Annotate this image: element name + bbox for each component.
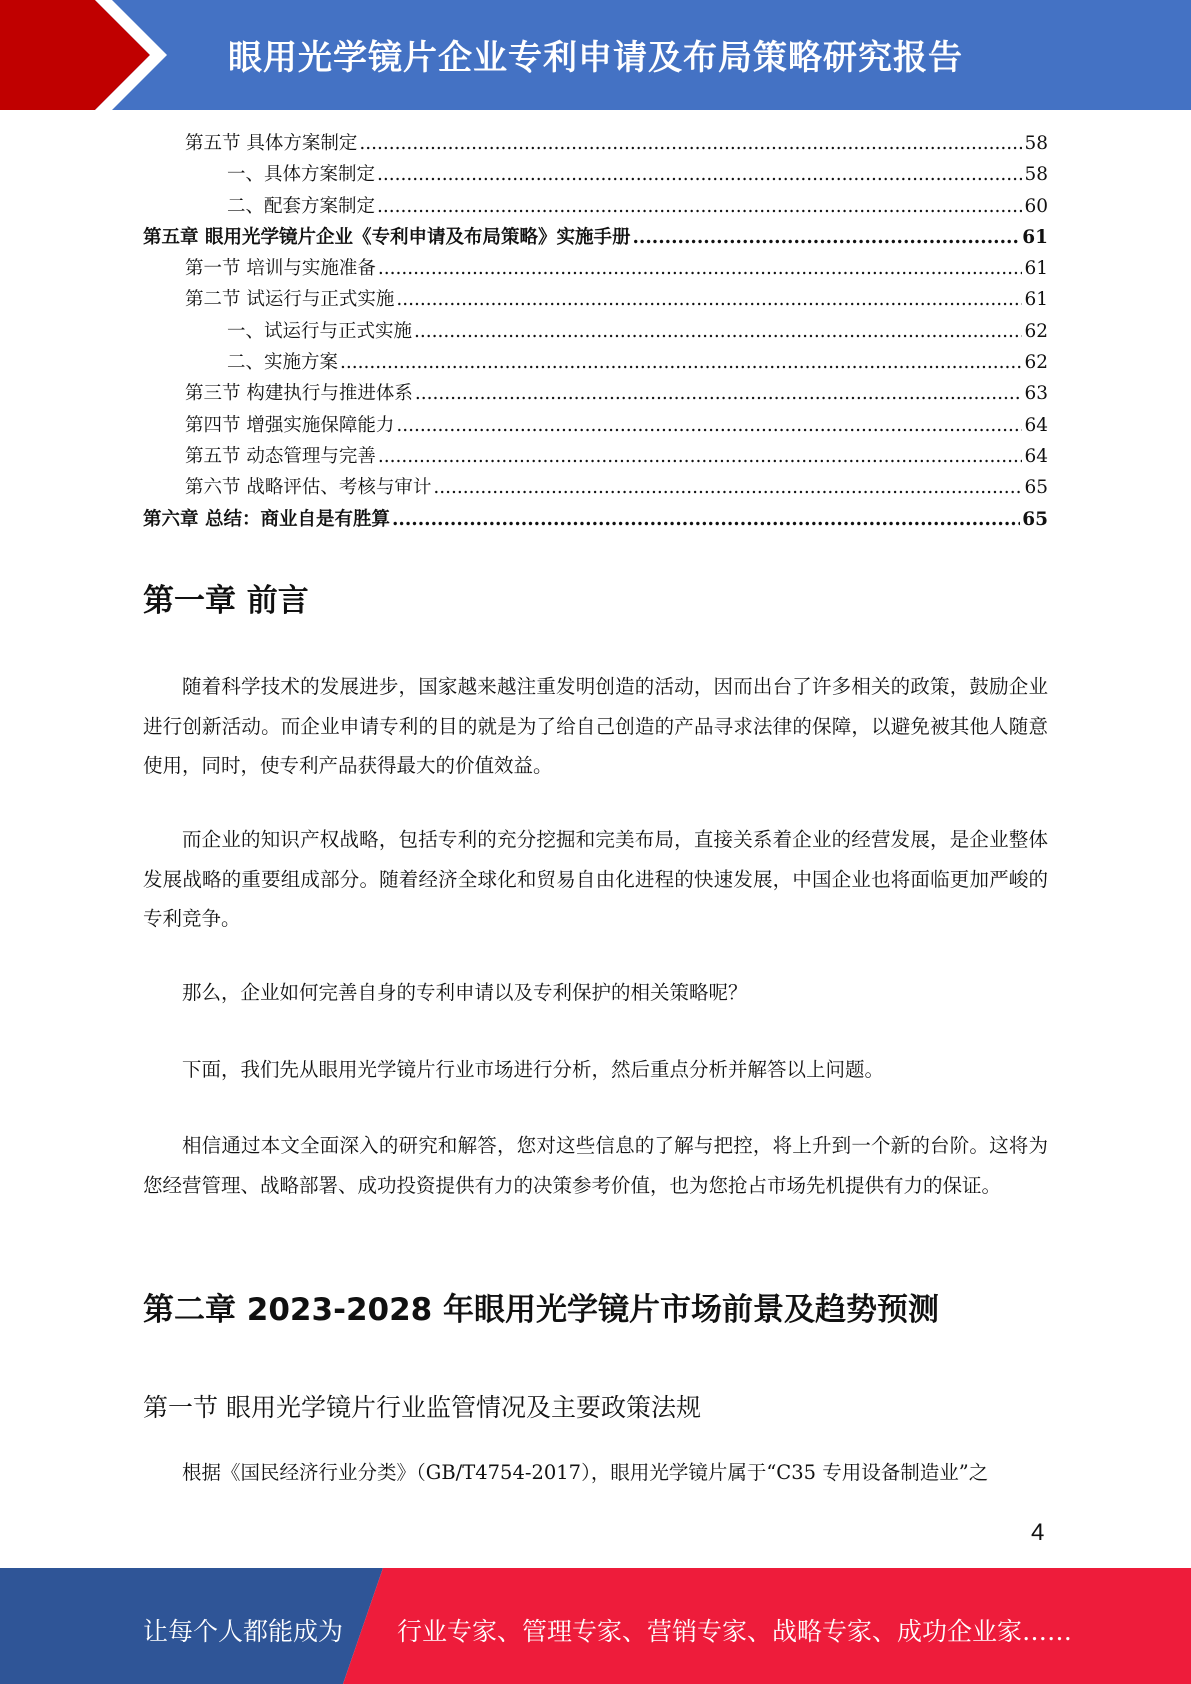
- toc-entry-title: 第二节 试运行与正式实施: [185, 289, 395, 311]
- chapter-1-paragraph-4: 下面，我们先从眼用光学镜片行业市场进行分析，然后重点分析并解答以上问题。: [182, 1058, 885, 1081]
- toc-entry-title: 第六节 战略评估、考核与审计: [185, 477, 432, 499]
- toc-dot-leader: [377, 159, 1022, 190]
- toc-entry-page: 65: [1022, 508, 1048, 530]
- page-footer: [0, 1568, 1191, 1684]
- toc-dot-leader: [378, 253, 1023, 284]
- chapter-2-heading: 第二章 2023-2028 年眼用光学镜片市场前景及趋势预测: [143, 1292, 940, 1328]
- toc-dot-leader: [632, 222, 1020, 253]
- toc-entry[interactable]: [143, 159, 1048, 190]
- footer-slogan-left: 让每个人都能成为: [143, 1617, 344, 1646]
- toc-dot-leader: [392, 504, 1020, 535]
- toc-entry-title: 第五节 具体方案制定: [185, 133, 358, 154]
- toc-dot-leader: [377, 191, 1022, 222]
- toc-dot-leader: [396, 284, 1022, 315]
- chapter-1-paragraph-1: 随着科学技术的发展进步，国家越来越注重发明创造的活动，因而出台了许多相关的政策，鼓励企业进行创新活动。而企业申请专利的目的就是为了给自己创造的产品寻求法律的保障，以避免被其他人随意使用，同时，使专利产品获得最大的价值效益。: [143, 675, 1048, 777]
- toc-entry-page: 62: [1024, 320, 1048, 342]
- toc-entry[interactable]: [143, 128, 1048, 159]
- toc-entry-page: 62: [1024, 352, 1048, 374]
- toc-entry[interactable]: [143, 347, 1048, 378]
- toc-entry-title: 一、试运行与正式实施: [227, 320, 413, 342]
- toc-entry[interactable]: [143, 253, 1048, 284]
- page-number: 4: [1031, 1519, 1045, 1546]
- toc-dot-leader: [415, 378, 1023, 409]
- toc-entry-page: 63: [1024, 383, 1048, 405]
- toc-dot-leader: [396, 410, 1022, 441]
- chapter-2-section-1-heading: 第一节 眼用光学镜片行业监管情况及主要政策法规: [143, 1393, 701, 1422]
- toc-entry[interactable]: [143, 316, 1048, 347]
- toc-entry[interactable]: [143, 441, 1048, 472]
- toc-entry-title: 第四节 增强实施保障能力: [185, 414, 395, 436]
- report-title: 眼用光学镜片企业专利申请及布局策略研究报告: [228, 38, 963, 78]
- chapter-1-paragraph-5: 相信通过本文全面深入的研究和解答，您对这些信息的了解与把控，将上升到一个新的台阶。这将为您经营管理、战略部署、成功投资提供有力的决策参考价值，也为您抢占市场先机提供有力的保证。: [143, 1134, 1048, 1197]
- toc-entry-title: 二、实施方案: [227, 352, 339, 374]
- toc-entry-page: 65: [1024, 477, 1048, 499]
- toc-entry[interactable]: [143, 378, 1048, 409]
- chapter-2-paragraph-1: 根据《国民经济行业分类》（GB/T4754-2017），眼用光学镜片属于“C35 专用设备制造业”之: [182, 1461, 989, 1484]
- page-header: [0, 0, 1191, 110]
- toc-entry-title: 一、具体方案制定: [227, 164, 376, 186]
- table-of-contents: [143, 128, 1048, 535]
- toc-entry-page: 61: [1024, 289, 1048, 311]
- toc-entry-page: 60: [1024, 195, 1048, 217]
- toc-entry-title: 第五章 眼用光学镜片企业《专利申请及布局策略》实施手册: [143, 226, 631, 248]
- toc-entry-title: 第五节 动态管理与完善: [185, 445, 376, 467]
- toc-dot-leader: [433, 472, 1022, 503]
- toc-entry-page: 58: [1024, 133, 1048, 154]
- toc-entry-page: 64: [1024, 414, 1048, 436]
- toc-entry[interactable]: [143, 284, 1048, 315]
- toc-entry-title: 第六章 总结：商业自是有胜算: [143, 508, 390, 530]
- toc-dot-leader: [359, 128, 1022, 159]
- toc-dot-leader: [378, 441, 1023, 472]
- toc-entry[interactable]: [143, 410, 1048, 441]
- toc-entry-page: 64: [1024, 445, 1048, 467]
- toc-dot-leader: [414, 316, 1022, 347]
- chapter-1-paragraph-2: 而企业的知识产权战略，包括专利的充分挖掘和完美布局，直接关系着企业的经营发展，是企业整体发展战略的重要组成部分。随着经济全球化和贸易自由化进程的快速发展，中国企业也将面临更加严峻的专利竞争。: [143, 828, 1048, 930]
- toc-entry-page: 61: [1024, 258, 1048, 280]
- toc-entry-page: 58: [1024, 164, 1048, 186]
- toc-entry-title: 第一节 培训与实施准备: [185, 258, 376, 280]
- chapter-1-paragraph-3: 那么，企业如何完善自身的专利申请以及专利保护的相关策略呢？: [182, 981, 748, 1004]
- toc-entry[interactable]: [143, 222, 1048, 253]
- toc-entry-page: 61: [1022, 226, 1048, 248]
- toc-entry[interactable]: [143, 191, 1048, 222]
- toc-entry[interactable]: [143, 504, 1048, 535]
- toc-entry-title: 第三节 构建执行与推进体系: [185, 383, 413, 405]
- toc-dot-leader: [340, 347, 1022, 378]
- footer-slogan-right: 行业专家、管理专家、营销专家、战略专家、成功企业家……: [397, 1617, 1073, 1646]
- toc-entry[interactable]: [143, 472, 1048, 503]
- toc-entry-title: 二、配套方案制定: [227, 195, 376, 217]
- chapter-1-heading: 第一章 前言: [143, 583, 309, 619]
